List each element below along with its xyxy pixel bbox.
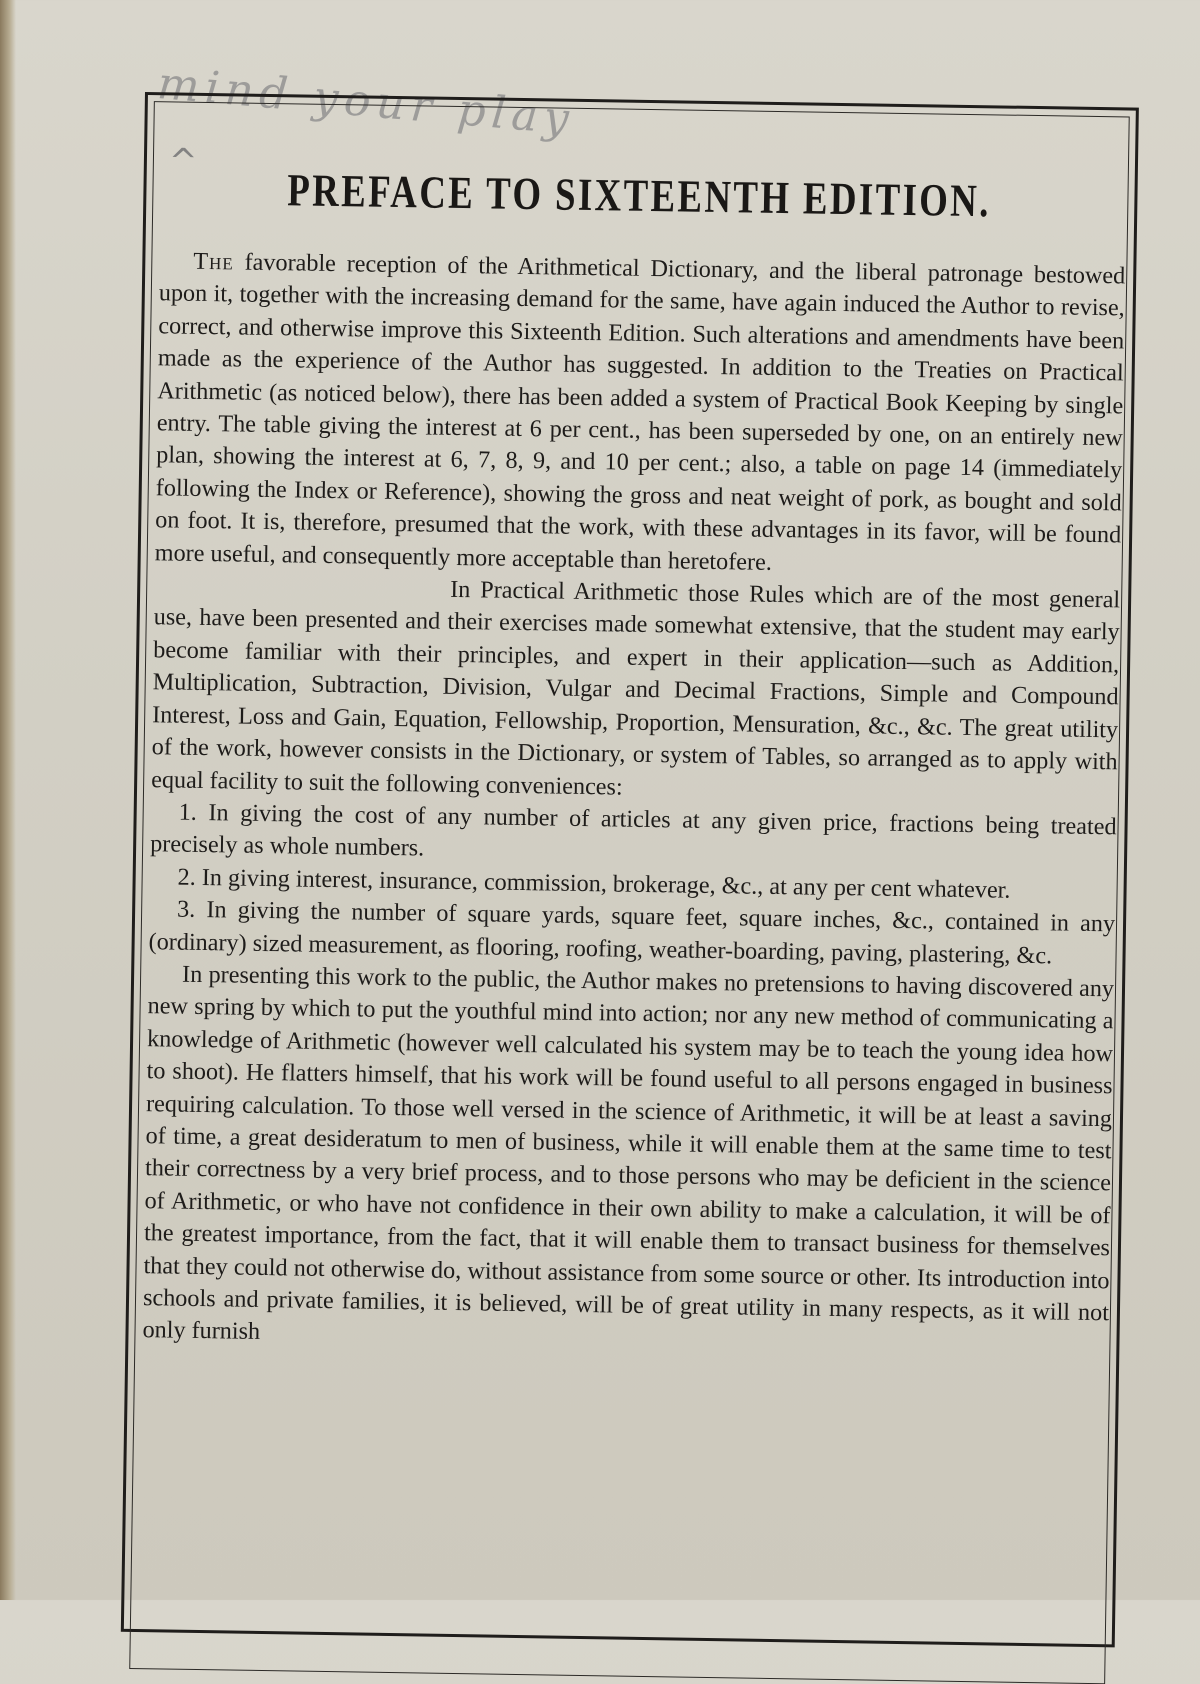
paragraph-1-lead: The bbox=[193, 247, 234, 276]
text-frame bbox=[121, 92, 1139, 1647]
preface-body bbox=[142, 245, 1125, 1362]
paragraph-1 bbox=[155, 245, 1126, 584]
page-edge-shadow bbox=[0, 0, 16, 1600]
list-item-3: 3. In giving the number of square yards, square feet, square inches, &c., contained in any (ordinary) sized measurement, as flooring, roofing, weather-boarding, paving, plastering, &c. bbox=[148, 895, 1116, 969]
pencil-caret-mark: ^ bbox=[168, 141, 198, 182]
list-item-1: 1. In giving the cost of any number of articles at any given price, fractions being treated precisely as whole numbers. bbox=[149, 798, 1117, 862]
handwritten-pencil-note: mind your play bbox=[155, 58, 577, 146]
paragraph-3: In presenting this work to the public, the Author makes no pretensions to having discovered any new spring by which to put the youthful mind into action; nor any new method of communicating a knowledge of Arithmetic (however well calculated his system may be to teach the young idea how to shoot). He flatters himself, that his work will be found useful to all persons engaged in business requiring calculation. To those well versed in the science of Arithmetic, it will be at least a saving of time, a great desideratum to men of business, while it will enable them at the same time to test their correctness by a very brief process, and to those persons who may be deficient in the science of Arithmetic, or who have not confidence in their own ability to make a calculation, it will be of the greatest importance, from the fact, that it will enable them to transact business for themselves that they could not otherwise do, without assistance from some source or other. Its introduction into schools and private families, it is believed, will be of great utility in many respects, as it will not only furnish bbox=[142, 960, 1115, 1346]
paragraph-1-text: favorable reception of the Arithmetical Dictionary, and the liberal patronage bestowed upon it, together with the increasing demand for the same, have again induced the Author to revise, correct, and otherwise improve this Sixteenth Edition. Such alterations and amendments have been made as the experience of the Author has suggested. In addition to the Treaties on Practical Arithmetic (as noticed below), there has been added a system of Practical Book Keeping by single entry. The table giving the interest at 6 per cent., has been superseded by one, on an entirely new plan, showing the interest at 6, 7, 8, 9, and 10 per cent.; also, a table on page 14 (immediately following the Index or Reference), showing the gross and neat weight of pork, as bought and sold on foot. It is, therefore, presumed that the work, with these advantages in its favor, will be found more useful, and consequently more acceptable than heretofere. bbox=[154, 248, 1126, 576]
list-item-2: 2. In giving interest, insurance, commission, brokerage, &c., at any per cent whatever. bbox=[177, 863, 1011, 904]
page-title: PREFACE TO SIXTEENTH EDITION. bbox=[287, 164, 992, 227]
paragraph-2: In Practical Arithmetic those Rules which are of the most general use, have been presented and their exercises made somewhat extensive, that the student may early become familiar with their principles, and expert in their application—such as Addition, Multiplication, Subtraction, Division, Vulgar and Decimal Fractions, Simple and Compound Interest, Loss and Gain, Equation, Fellowship, Proportion, Mensuration, &c., &c. The great utility of the work, however consists in the Dictionary, or system of Tables, so arranged as to apply with equal facility to suit the following conveniences: bbox=[150, 575, 1121, 801]
